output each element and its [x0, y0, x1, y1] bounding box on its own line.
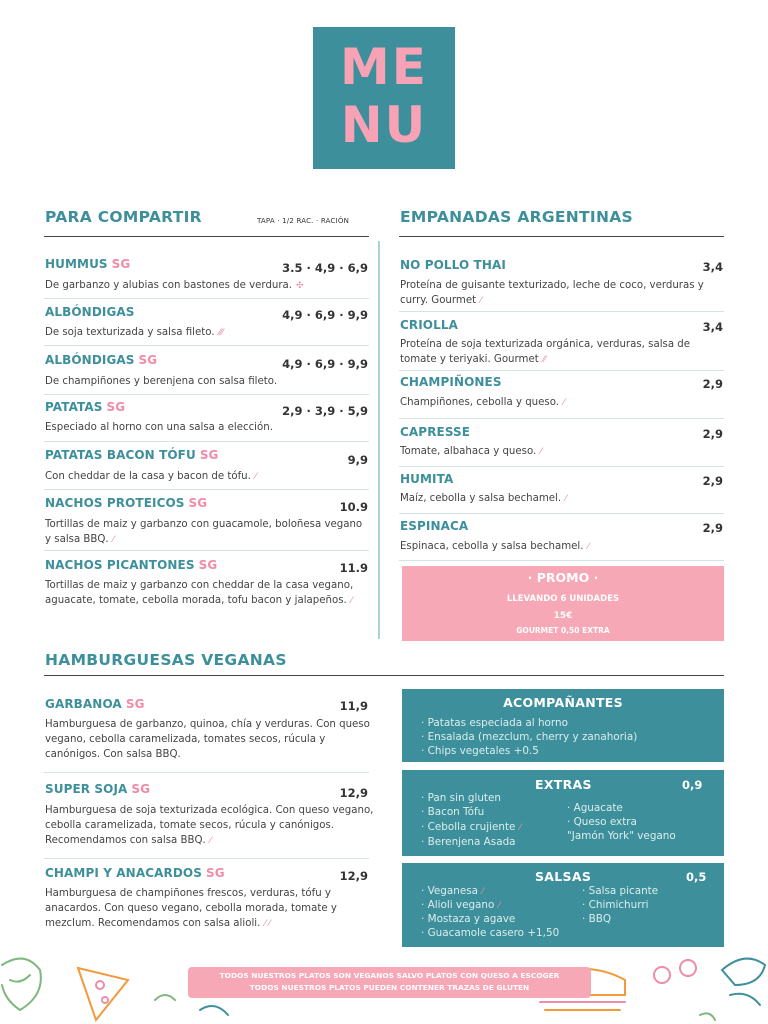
salsa-item: · Chimichurri — [582, 899, 649, 911]
burger-item-desc: Hamburguesa de champiñones frescos, verduras, tófu y anacardos. Con queso vegano, cebolla morada, tomate y mezclum. Recomendamos con salsa alioli. ⁄ ⁄ — [45, 888, 337, 929]
section-rule — [399, 236, 724, 237]
extras-box — [402, 770, 724, 856]
empanada-item-desc: Proteína de soja texturizada orgánica, verduras, salsa de tomate y teriyaki. Gourmet ⁄⁄ — [400, 339, 691, 365]
burger-item-desc: Hamburguesa de garbanzo, quinoa, chía y verduras. Con queso vegano, cebolla caramelizada, tomates secos, rúcula y canónigos. Con salsa BBQ. — [45, 719, 370, 760]
empanada-item-desc: Tomate, albahaca y queso. ⁄ — [400, 446, 542, 457]
salsa-item: · BBQ — [582, 913, 612, 925]
compartir-item-desc: Especiado al horno con una salsa a elección. — [45, 422, 273, 433]
acompanantes-box — [402, 689, 724, 762]
extra-item: · Pan sin gluten — [421, 792, 501, 804]
empanada-item-desc: Proteína de guisante texturizado, leche de coco, verduras y curry. Gourmet ⁄ — [400, 280, 704, 306]
compartir-item-price: 2,9 · 3,9 · 5,9 — [282, 404, 368, 418]
empanada-item-price: 3,4 — [702, 260, 723, 274]
compartir-item-price: 11.9 — [339, 561, 368, 575]
para-compartir-title: PARA COMPARTIR — [45, 208, 202, 226]
extra-item: · Aguacate — [567, 802, 623, 814]
empanada-item-name: HUMITA — [400, 472, 454, 486]
compartir-item-price: 3.5 · 4,9 · 6,9 — [282, 261, 368, 275]
compartir-item-name: NACHOS PROTEICOS SG — [45, 496, 208, 510]
compartir-item-name: PATATAS SG — [45, 400, 126, 414]
compartir-item-desc: De champiñones y berenjena con salsa fileto. — [45, 376, 278, 387]
menu-logo — [313, 27, 455, 169]
compartir-item-desc: De garbanzo y alubias con bastones de verdura. ✣ — [45, 280, 304, 291]
footer-line-1: TODOS NUESTROS PLATOS SON VEGANOS SALVO PLATOS CON QUESO A ESCOGER — [219, 971, 560, 980]
compartir-item-name: PATATAS BACON TÓFU SG — [45, 448, 219, 462]
burger-item-price: 12,9 — [339, 869, 368, 883]
burger-item-name: GARBANOA SG — [45, 697, 145, 711]
promo-title: · PROMO · — [527, 570, 599, 585]
portion-legend: TAPA · 1/2 RAC. · RACIÓN — [257, 217, 350, 225]
empanada-item-price: 2,9 — [702, 521, 723, 535]
tomato-slice-icon — [654, 967, 670, 983]
hamburguesas-title: HAMBURGUESAS VEGANAS — [45, 651, 287, 669]
compartir-item-desc: De soja texturizada y salsa fileto. ⁄⁄⁄ — [45, 327, 224, 338]
compartir-item-desc: Tortillas de maiz y garbanzo con guacamole, boloñesa vegano y salsa BBQ. ⁄ — [45, 519, 363, 545]
section-rule — [44, 236, 369, 237]
burger-item-desc: Hamburguesa de soja texturizada ecológica. Con queso vegano, cebolla caramelizada, tomate secos, rúcula y canónigos. Recomendamos con salsa BBQ. ⁄ — [45, 805, 374, 846]
burger-item-price: 11,9 — [339, 699, 368, 713]
compartir-item-desc: Con cheddar de la casa y bacon de tófu. ⁄ — [45, 471, 257, 482]
empanada-item-name: ESPINACA — [400, 519, 469, 533]
empanada-item-name: CAPRESSE — [400, 425, 471, 439]
promo-condition: LLEVANDO 6 UNIDADES — [506, 594, 620, 604]
extra-item: · Berenjena Asada — [421, 836, 516, 848]
section-rule — [44, 675, 724, 676]
salsa-item: · Mostaza y agave — [421, 913, 516, 925]
promo-note: GOURMET 0,50 EXTRA — [516, 626, 610, 635]
empanada-item-desc: Maíz, cebolla y salsa bechamel. ⁄ — [400, 493, 567, 504]
acompanante-item: · Ensalada (mezclum, cherry y zanahoria) — [421, 731, 638, 743]
logo-line-1: ME — [340, 38, 428, 96]
burger-item-price: 12,9 — [339, 786, 368, 800]
compartir-item-name: HUMMUS SG — [45, 257, 131, 271]
compartir-item-price: 4,9 · 6,9 · 9,9 — [282, 308, 368, 322]
compartir-item-price: 10.9 — [339, 500, 368, 514]
salsas-price: 0,5 — [686, 870, 707, 884]
extra-item: · Bacon Tófu — [421, 806, 485, 818]
empanada-item-price: 3,4 — [702, 320, 723, 334]
acompanante-item: · Patatas especiada al horno — [421, 717, 568, 729]
empanada-item-name: CHAMPIÑONES — [400, 375, 502, 389]
footer-line-2: TODOS NUESTROS PLATOS PUEDEN CONTENER TRAZAS DE GLUTEN — [249, 983, 530, 992]
salsa-item: · Guacamole casero +1,50 — [421, 927, 560, 939]
logo-line-2: NU — [340, 96, 428, 154]
compartir-item-name: ALBÓNDIGAS — [45, 305, 135, 319]
salsas-title: SALSAS — [535, 869, 592, 884]
empanada-item-price: 2,9 — [702, 377, 723, 391]
burger-item-name: CHAMPI Y ANACARDOS SG — [45, 866, 225, 880]
acompanantes-title: ACOMPAÑANTES — [503, 695, 623, 710]
salsa-item: · Alioli vegano ⁄ — [421, 899, 500, 911]
extras-title: EXTRAS — [535, 777, 592, 792]
column-divider — [378, 241, 380, 639]
extras-price: 0,9 — [682, 778, 703, 792]
salsas-box — [402, 863, 724, 947]
burger-item-name: SUPER SOJA SG — [45, 782, 151, 796]
extra-item: "Jamón York" vegano — [567, 830, 676, 842]
empanada-item-price: 2,9 — [702, 427, 723, 441]
empanada-item-name: NO POLLO THAI — [400, 258, 506, 272]
empanadas-title: EMPANADAS ARGENTINAS — [400, 208, 634, 226]
allergen-footer — [188, 967, 591, 998]
promo-box — [402, 566, 724, 641]
leaf-icon — [2, 959, 41, 1010]
empanada-item-name: CRIOLLA — [400, 318, 458, 332]
promo-price: 15€ — [553, 611, 573, 621]
extra-item: · Queso extra — [567, 816, 637, 828]
herb-leaf-icon — [722, 959, 765, 985]
empanada-item-desc: Espinaca, cebolla y salsa bechamel. ⁄ — [400, 541, 590, 552]
salsa-item: · Salsa picante — [582, 885, 659, 897]
extra-item: · Cebolla crujiente ⁄ — [421, 821, 521, 833]
empanada-item-desc: Champiñones, cebolla y queso. ⁄ — [400, 397, 565, 408]
compartir-item-price: 4,9 · 6,9 · 9,9 — [282, 357, 368, 371]
compartir-item-desc: Tortillas de maiz y garbanzo con cheddar de la casa vegano, aguacate, tomate, cebolla morada, tofu bacon y jalapeños. ⁄ — [45, 580, 354, 606]
empanada-item-price: 2,9 — [702, 474, 723, 488]
acompanante-item: · Chips vegetales +0.5 — [421, 745, 539, 757]
pizza-slice-icon — [78, 968, 128, 1020]
compartir-item-name: NACHOS PICANTONES SG — [45, 558, 218, 572]
compartir-item-price: 9,9 — [347, 453, 368, 467]
salsa-item: · Veganesa ⁄ — [421, 885, 484, 897]
compartir-item-name: ALBÓNDIGAS SG — [45, 353, 158, 367]
